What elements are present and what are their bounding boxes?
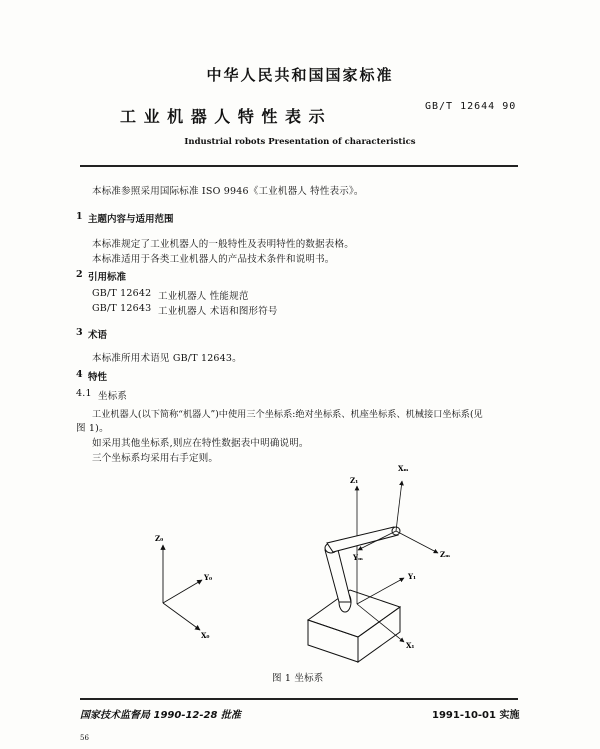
section-4-1-paragraph-2: 如采用其他坐标系,则应在特性数据表中明确说明。 xyxy=(92,438,309,449)
reference-name: 工业机器人 性能规范 xyxy=(158,291,249,302)
section-4-1-paragraph-1b: 图 1)。 xyxy=(76,423,109,434)
section-4-1-paragraph-1a: 工业机器人(以下简称“机器人”)中使用三个坐标系:绝对坐标系、机座坐标系、机械接口坐标系(见 xyxy=(92,409,483,420)
section-1-number: 1 xyxy=(76,211,83,222)
axis-label-y1: Y₁ xyxy=(408,572,417,581)
axis-label-x1: X₁ xyxy=(406,641,415,650)
subsection-4-1-title: 坐标系 xyxy=(98,391,128,402)
page-number: 56 xyxy=(80,734,89,742)
footer-divider xyxy=(80,698,518,700)
absolute-coordinate-system xyxy=(163,545,202,630)
subsection-4-1-number: 4.1 xyxy=(76,388,92,399)
axis-label-y0: Y₀ xyxy=(204,573,213,582)
mechanical-interface-coordinate-system xyxy=(358,481,438,553)
section-4-title: 特性 xyxy=(88,372,108,383)
reference-name: 工业机器人 术语和图形符号 xyxy=(158,306,278,317)
section-1-paragraph-2: 本标准适用于各类工业机器人的产品技术条件和说明书。 xyxy=(92,254,335,265)
axis-label-ym: Yₘ xyxy=(353,553,364,562)
section-1-title: 主题内容与适用范围 xyxy=(88,214,174,225)
section-2-number: 2 xyxy=(76,269,83,280)
section-4-1-paragraph-3: 三个坐标系均采用右手定则。 xyxy=(92,453,219,464)
section-4-number: 4 xyxy=(76,369,83,380)
axis-label-x0: X₀ xyxy=(201,631,210,640)
axis-label-z1: Z₁ xyxy=(350,476,359,485)
national-standard-title: 中华人民共和国国家标准 xyxy=(206,66,394,84)
header-divider xyxy=(80,165,518,167)
section-1-paragraph-1: 本标准规定了工业机器人的一般特性及表明特性的数据表格。 xyxy=(92,239,354,250)
axis-label-zm: Zₘ xyxy=(440,550,451,559)
section-2-title: 引用标准 xyxy=(88,272,127,283)
robot-arm xyxy=(325,527,400,612)
section-3-paragraph: 本标准所用术语见 GB/T 12643。 xyxy=(92,353,242,364)
axis-label-xm: Xₘ xyxy=(398,464,409,473)
intro-paragraph: 本标准参照采用国际标准 ISO 9946《工业机器人 特性表示》。 xyxy=(92,186,364,197)
figure-caption: 图 1 坐标系 xyxy=(272,673,324,684)
reference-code: GB/T 12643 xyxy=(92,303,152,314)
section-3-number: 3 xyxy=(76,327,83,338)
section-3-title: 术语 xyxy=(88,330,108,341)
approval-info: 国家技术监督局 1990-12-28 批准 xyxy=(80,710,241,721)
effective-date: 1991-10-01 实施 xyxy=(432,710,520,721)
robot-base xyxy=(308,590,400,662)
standard-title-en: Industrial robots Presentation of characteristics xyxy=(184,137,416,147)
standard-code: GB/T 12644 90 xyxy=(425,101,517,112)
reference-code: GB/T 12642 xyxy=(92,288,152,299)
axis-label-z0: Z₀ xyxy=(155,534,164,543)
base-coordinate-system xyxy=(357,486,404,642)
standard-title-cn: 工 业 机 器 人 特 性 表 示 xyxy=(120,107,326,126)
